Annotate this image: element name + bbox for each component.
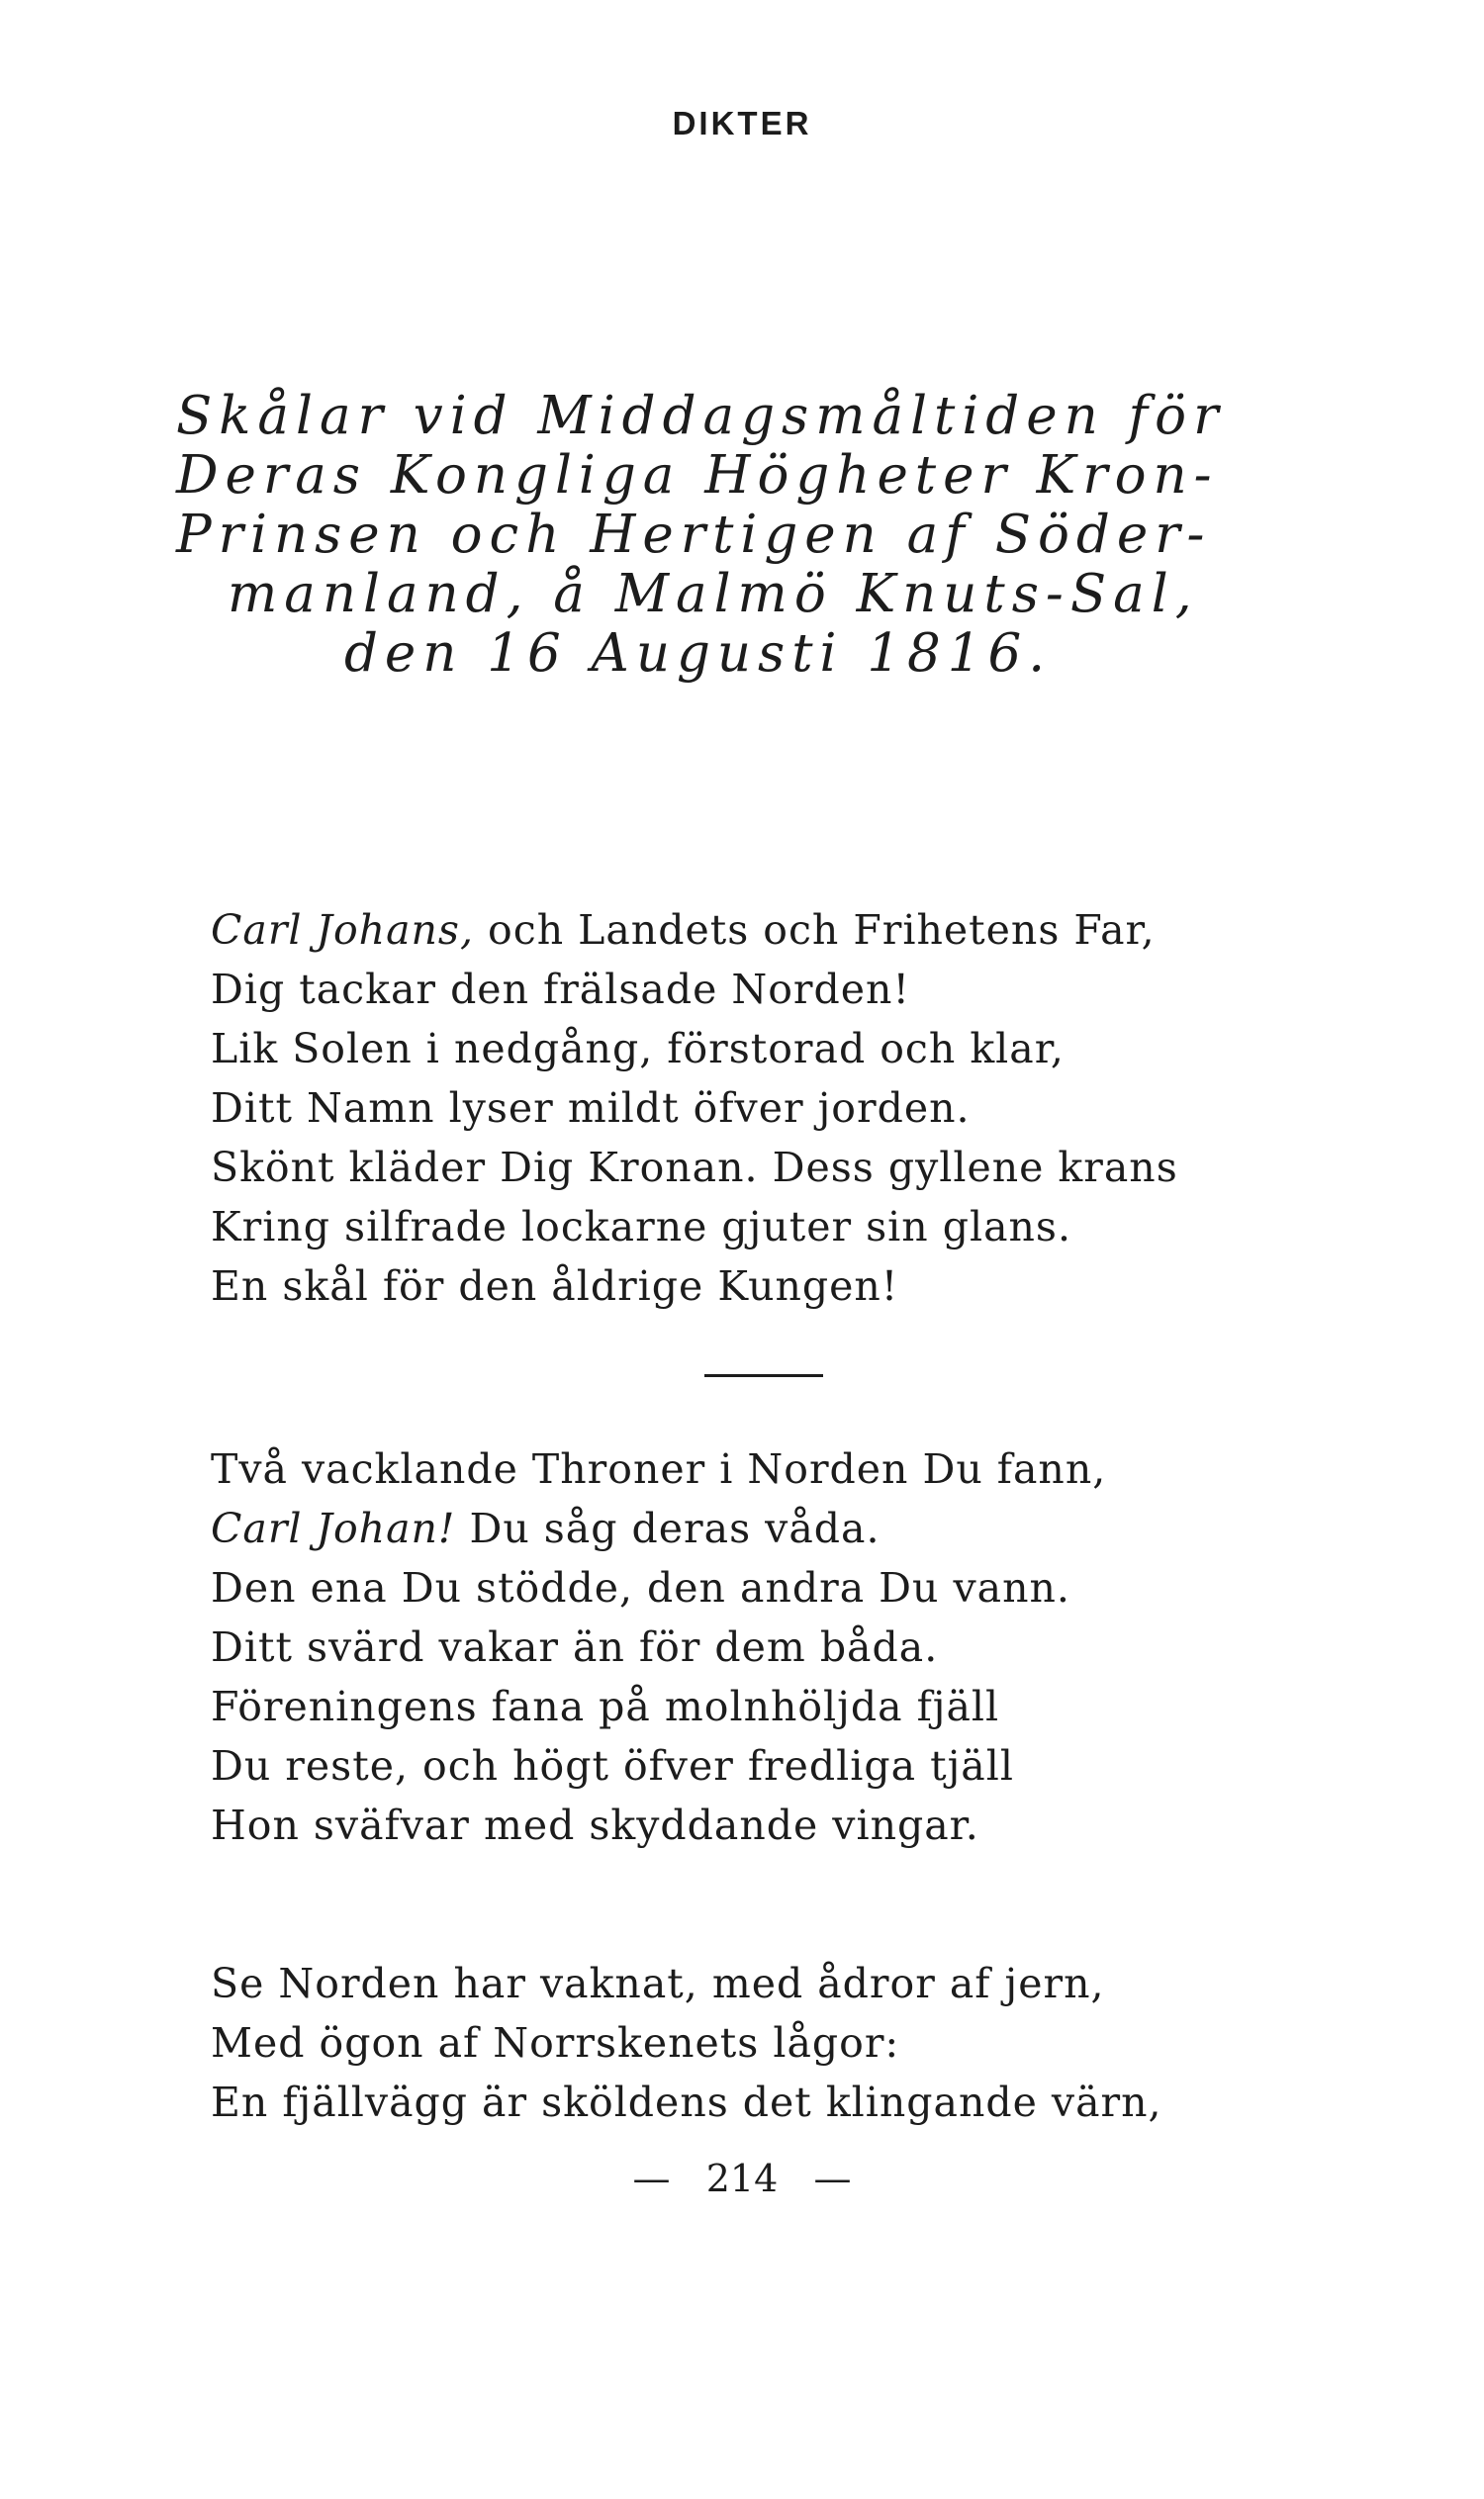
page-number: — 214 — [632, 2157, 852, 2200]
verse-line: Se Norden har vaknat, med ådror af jern, [211, 1960, 1105, 2007]
verse-line: Dig tackar den frälsade Norden! [211, 966, 910, 1013]
stanza-3 [211, 1954, 1348, 2132]
section-divider [704, 1374, 823, 1377]
verse-line: En skål för den åldrige Kungen! [211, 1262, 899, 1310]
verse-line-italic: Carl Johan! [211, 1505, 456, 1552]
verse-line: Hon sväfvar med skyddande vingar. [211, 1802, 979, 1849]
verse-line: Föreningens fana på molnhöljda fjäll [211, 1683, 1000, 1730]
verse-line: Två vacklande Throner i Norden Du fann, [211, 1445, 1107, 1493]
title-line: den 16 Augusti 1816. [344, 623, 1053, 684]
verse-line [211, 1499, 1348, 1558]
title-line: manland, å Malmö Knuts-Sal, [228, 564, 1199, 624]
stanza-2 [211, 1439, 1348, 1855]
verse-line: Den ena Du stödde, den andra Du vann. [211, 1564, 1070, 1612]
verse-line: Du reste, och högt öfver fredliga tjäll [211, 1742, 1014, 1790]
verse-line: En fjällvägg är sköldens det klingande värn, [211, 2079, 1162, 2126]
verse-line: Lik Solen i nedgång, förstorad och klar, [211, 1025, 1065, 1072]
verse-line: Med ögon af Norrskenets lågor: [211, 2019, 900, 2067]
verse-line-rest: och Landets och Frihetens Far, [474, 906, 1156, 954]
running-head: DIKTER [672, 105, 812, 141]
title-line: Deras Kongliga Högheter Kron- [176, 445, 1219, 506]
verse-line: Kring silfrade lockarne gjuter sin glans. [211, 1203, 1072, 1250]
verse-line-italic: Carl Johans, [211, 906, 475, 954]
verse-line [211, 900, 1348, 960]
title-line: Skålar vid Middagsmåltiden för [176, 386, 1226, 446]
verse-line: Skönt kläder Dig Kronan. Dess gyllene krans [211, 1144, 1178, 1191]
title-line: Prinsen och Hertigen af Söder- [176, 505, 1212, 565]
verse-line-rest: Du såg deras våda. [455, 1505, 881, 1552]
stanza-1 [211, 900, 1348, 1316]
verse-line: Ditt svärd vakar än för dem båda. [211, 1623, 939, 1671]
verse-line: Ditt Namn lyser mildt öfver jorden. [211, 1084, 971, 1132]
